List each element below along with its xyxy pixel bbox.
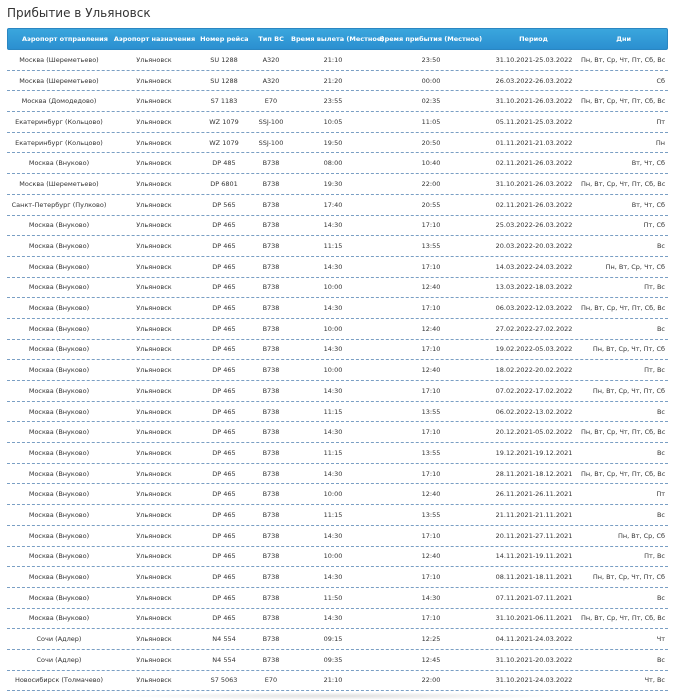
cell-destination-airport: Ульяновск [136, 552, 172, 561]
cell-arrival-time: 12:25 [421, 635, 441, 644]
cell-flight-number: DP 465 [212, 242, 236, 251]
cell-flight-number: SU 1288 [210, 76, 238, 85]
cell-flight-number: DP 6801 [210, 179, 238, 188]
cell-days: Вс [656, 655, 665, 664]
cell-flight-number: DP 465 [212, 448, 236, 457]
cell-arrival-time: 20:50 [421, 138, 441, 147]
cell-days: Пт [656, 490, 665, 499]
cell-departure-airport: Москва (Внуково) [28, 221, 90, 230]
cell-days: Пт, Вс [644, 283, 665, 292]
cell-flight-number: DP 465 [212, 386, 236, 395]
cell-flight-number: WZ 1079 [209, 138, 239, 147]
cell-departure-time: 11:50 [323, 593, 343, 602]
table-row [7, 650, 668, 671]
cell-days: Пн [655, 138, 665, 147]
cell-departure-time: 19:30 [323, 179, 343, 188]
cell-departure-airport: Москва (Внуково) [28, 531, 90, 540]
cell-flight-number: WZ 1079 [209, 117, 239, 126]
cell-departure-airport: Москва (Внуково) [28, 345, 90, 354]
cell-aircraft-type: B738 [262, 448, 280, 457]
cell-period: 31.10.2021-24.03.2022 [495, 676, 573, 685]
table-row [7, 133, 668, 154]
cell-aircraft-type: B738 [262, 386, 280, 395]
table-row [7, 464, 668, 485]
cell-destination-airport: Ульяновск [136, 407, 172, 416]
cell-destination-airport: Ульяновск [136, 510, 172, 519]
cell-period: 20.11.2021-27.11.2021 [495, 531, 573, 540]
cell-arrival-time: 13:55 [421, 510, 441, 519]
cell-departure-time: 10:00 [323, 490, 343, 499]
cell-departure-time: 23:55 [323, 97, 343, 106]
cell-departure-airport: Москва (Внуково) [28, 593, 90, 602]
cell-flight-number: DP 465 [212, 428, 236, 437]
cell-aircraft-type: B738 [262, 324, 280, 333]
table-row [7, 588, 668, 609]
cell-departure-time: 14:30 [323, 262, 343, 271]
cell-departure-time: 19:50 [323, 138, 343, 147]
cell-days: Пн, Вт, Ср, Чт, Пт, Сб, Вс [581, 55, 666, 64]
cell-days: Пн, Вт, Ср, Чт, Пт, Сб, Вс [581, 469, 666, 478]
cell-destination-airport: Ульяновск [136, 676, 172, 685]
cell-days: Вс [656, 324, 665, 333]
cell-period: 07.11.2021-07.11.2021 [495, 593, 573, 602]
cell-aircraft-type: B738 [262, 366, 280, 375]
cell-period: 06.02.2022-13.02.2022 [495, 407, 573, 416]
cell-flight-number: DP 465 [212, 407, 236, 416]
cell-flight-number: DP 465 [212, 573, 236, 582]
cell-arrival-time: 12:40 [421, 366, 441, 375]
cell-period: 21.11.2021-21.11.2021 [495, 510, 573, 519]
cell-days: Чт, Вс [644, 676, 665, 685]
cell-destination-airport: Ульяновск [136, 242, 172, 251]
cell-flight-number: DP 465 [212, 345, 236, 354]
cell-flight-number: DP 465 [212, 262, 236, 271]
cell-arrival-time: 17:10 [421, 386, 441, 395]
cell-aircraft-type: B738 [262, 490, 280, 499]
cell-departure-airport: Сочи (Адлер) [36, 635, 82, 644]
table-row [7, 443, 668, 464]
cell-departure-airport: Москва (Внуково) [28, 242, 90, 251]
cell-aircraft-type: SSJ-100 [258, 117, 284, 126]
cell-days: Пт, Вс [644, 552, 665, 561]
cell-departure-time: 11:15 [323, 510, 343, 519]
cell-period: 06.03.2022-12.03.2022 [495, 304, 573, 313]
cell-destination-airport: Ульяновск [136, 345, 172, 354]
cell-arrival-time: 17:10 [421, 304, 441, 313]
cell-destination-airport: Ульяновск [136, 200, 172, 209]
cell-arrival-time: 17:10 [421, 573, 441, 582]
cell-flight-number: DP 465 [212, 304, 236, 313]
cell-aircraft-type: B738 [262, 262, 280, 271]
cell-arrival-time: 12:40 [421, 324, 441, 333]
cell-departure-time: 09:15 [323, 635, 343, 644]
cell-departure-airport: Москва (Внуково) [28, 386, 90, 395]
cell-departure-airport: Москва (Домодедово) [21, 97, 97, 106]
cell-destination-airport: Ульяновск [136, 55, 172, 64]
table-row [7, 112, 668, 133]
table-row [7, 153, 668, 174]
cell-aircraft-type: B738 [262, 469, 280, 478]
cell-departure-time: 14:30 [323, 304, 343, 313]
cell-days: Пт, Вс [644, 366, 665, 375]
cell-period: 31.10.2021-26.03.2022 [495, 97, 573, 106]
cell-destination-airport: Ульяновск [136, 614, 172, 623]
cell-departure-airport: Москва (Внуково) [28, 262, 90, 271]
cell-arrival-time: 22:00 [421, 179, 441, 188]
cell-arrival-time: 00:00 [421, 76, 441, 85]
cell-arrival-time: 11:05 [421, 117, 441, 126]
cell-period: 31.10.2021-06.11.2021 [495, 614, 573, 623]
header-period[interactable]: Период [519, 35, 548, 43]
cell-period: 20.12.2021-05.02.2022 [495, 428, 573, 437]
cell-departure-airport: Москва (Внуково) [28, 490, 90, 499]
cell-flight-number: DP 465 [212, 221, 236, 230]
cell-period: 05.11.2021-25.03.2022 [495, 117, 573, 126]
cell-departure-time: 10:00 [323, 366, 343, 375]
cell-aircraft-type: B738 [262, 593, 280, 602]
cell-period: 02.11.2021-26.03.2022 [495, 159, 573, 168]
cell-aircraft-type: B738 [262, 345, 280, 354]
cell-destination-airport: Ульяновск [136, 221, 172, 230]
cell-period: 07.02.2022-17.02.2022 [495, 386, 573, 395]
cell-period: 08.11.2021-18.11.2021 [495, 573, 573, 582]
cell-period: 19.02.2022-05.03.2022 [495, 345, 573, 354]
cell-period: 26.03.2022-26.03.2022 [495, 76, 573, 85]
cell-destination-airport: Ульяновск [136, 159, 172, 168]
cell-departure-airport: Москва (Шереметьево) [19, 76, 99, 85]
cell-departure-airport: Сочи (Адлер) [36, 655, 82, 664]
table-row [7, 319, 668, 340]
cell-departure-airport: Москва (Внуково) [28, 324, 90, 333]
cell-departure-time: 14:30 [323, 614, 343, 623]
cell-flight-number: DP 485 [212, 159, 236, 168]
table-header [7, 28, 668, 50]
cell-departure-time: 14:30 [323, 428, 343, 437]
cell-arrival-time: 17:10 [421, 262, 441, 271]
cell-departure-airport: Москва (Внуково) [28, 366, 90, 375]
cell-period: 31.10.2021-20.03.2022 [495, 655, 573, 664]
cell-arrival-time: 10:40 [421, 159, 441, 168]
cell-period: 14.11.2021-19.11.2021 [495, 552, 573, 561]
cell-days: Пн, Вт, Ср, Чт, Пт, Сб, Вс [581, 428, 666, 437]
cell-period: 25.03.2022-26.03.2022 [495, 221, 573, 230]
cell-days: Вс [656, 242, 665, 251]
cell-days: Вт, Чт, Сб [631, 200, 665, 209]
cell-destination-airport: Ульяновск [136, 428, 172, 437]
cell-departure-airport: Екатеринбург (Кольцово) [15, 138, 103, 147]
cell-flight-number: DP 465 [212, 469, 236, 478]
cell-departure-airport: Москва (Внуково) [28, 469, 90, 478]
cell-arrival-time: 12:40 [421, 490, 441, 499]
cell-departure-airport: Москва (Внуково) [28, 428, 90, 437]
cell-arrival-time: 02:35 [421, 97, 441, 106]
cell-days: Пн, Вт, Ср, Чт, Пт, Сб, Вс [581, 614, 666, 623]
cell-flight-number: DP 465 [212, 490, 236, 499]
table-row [7, 340, 668, 361]
header-flight-number[interactable]: Номер рейса [200, 35, 249, 43]
cell-arrival-time: 17:10 [421, 531, 441, 540]
cell-flight-number: S7 5063 [210, 676, 238, 685]
cell-destination-airport: Ульяновск [136, 366, 172, 375]
cell-days: Пн, Вт, Ср, Чт, Пт, Сб, Вс [581, 97, 666, 106]
cell-arrival-time: 13:55 [421, 242, 441, 251]
header-departure-airport[interactable]: Аэропорт отправления [22, 35, 108, 43]
table-row [7, 257, 668, 278]
cell-days: Чт [656, 635, 665, 644]
table-row [7, 216, 668, 237]
table-row [7, 360, 668, 381]
cell-flight-number: DP 465 [212, 531, 236, 540]
cell-flight-number: DP 465 [212, 324, 236, 333]
cell-aircraft-type: B738 [262, 283, 280, 292]
cell-aircraft-type: B738 [262, 179, 280, 188]
cell-destination-airport: Ульяновск [136, 324, 172, 333]
cell-days: Сб [656, 76, 665, 85]
cell-departure-time: 14:30 [323, 221, 343, 230]
table-row [7, 278, 668, 299]
cell-aircraft-type: B738 [262, 531, 280, 540]
cell-aircraft-type: B738 [262, 407, 280, 416]
cell-departure-airport: Москва (Шереметьево) [19, 179, 99, 188]
cell-departure-airport: Санкт-Петербург (Пулково) [11, 200, 107, 209]
table-row [7, 526, 668, 547]
cell-aircraft-type: B738 [262, 304, 280, 313]
cell-departure-airport: Москва (Внуково) [28, 573, 90, 582]
cell-days: Пн, Вт, Ср, Чт, Сб [605, 262, 665, 271]
cell-days: Пт [656, 117, 665, 126]
cell-period: 19.12.2021-19.12.2021 [495, 448, 573, 457]
cell-aircraft-type: SSJ-100 [258, 138, 284, 147]
cell-aircraft-type: E70 [264, 676, 278, 685]
cell-period: 26.11.2021-26.11.2021 [495, 490, 573, 499]
cell-destination-airport: Ульяновск [136, 573, 172, 582]
cell-flight-number: N4 554 [212, 635, 236, 644]
cell-period: 14.03.2022-24.03.2022 [495, 262, 573, 271]
table-row [7, 174, 668, 195]
header-arrival-time[interactable]: Время прибытия (Местное) [379, 35, 483, 43]
cell-arrival-time: 17:10 [421, 428, 441, 437]
cell-aircraft-type: B738 [262, 552, 280, 561]
cell-flight-number: SU 1288 [210, 55, 238, 64]
cell-destination-airport: Ульяновск [136, 179, 172, 188]
cell-flight-number: DP 465 [212, 510, 236, 519]
cell-departure-time: 10:05 [323, 117, 343, 126]
cell-departure-time: 11:15 [323, 407, 343, 416]
table-row [7, 547, 668, 568]
cell-period: 01.11.2021-21.03.2022 [495, 138, 573, 147]
cell-period: 04.11.2021-24.03.2022 [495, 635, 573, 644]
cell-departure-airport: Москва (Внуково) [28, 283, 90, 292]
table-body [7, 50, 668, 691]
cell-days: Пн, Вт, Ср, Сб [618, 531, 665, 540]
header-destination-airport[interactable]: Аэропорт назначения [113, 35, 196, 43]
cell-departure-airport: Москва (Внуково) [28, 614, 90, 623]
cell-days: Вс [656, 448, 665, 457]
cell-arrival-time: 12:40 [421, 552, 441, 561]
cell-departure-time: 08:00 [323, 159, 343, 168]
cell-departure-time: 21:10 [323, 55, 343, 64]
cell-days: Пн, Вт, Ср, Чт, Пт, Сб [592, 345, 665, 354]
cell-arrival-time: 20:55 [421, 200, 441, 209]
table-row [7, 402, 668, 423]
cell-days: Пн, Вт, Ср, Чт, Пт, Сб [592, 386, 665, 395]
cell-departure-time: 14:30 [323, 345, 343, 354]
cell-period: 20.03.2022-20.03.2022 [495, 242, 573, 251]
cell-aircraft-type: B738 [262, 510, 280, 519]
cell-days: Вс [656, 593, 665, 602]
cell-period: 28.11.2021-18.12.2021 [495, 469, 573, 478]
table-row [7, 298, 668, 319]
cell-flight-number: DP 465 [212, 614, 236, 623]
cell-departure-time: 10:00 [323, 324, 343, 333]
table-row [7, 91, 668, 112]
cell-arrival-time: 23:50 [421, 55, 441, 64]
cell-flight-number: S7 1183 [210, 97, 238, 106]
cell-departure-airport: Новосибирск (Толмачево) [14, 676, 104, 685]
cell-arrival-time: 12:45 [421, 655, 441, 664]
cell-days: Пт, Сб [643, 221, 665, 230]
cell-departure-time: 21:10 [323, 676, 343, 685]
cell-flight-number: DP 465 [212, 283, 236, 292]
cell-departure-airport: Москва (Внуково) [28, 407, 90, 416]
cell-destination-airport: Ульяновск [136, 117, 172, 126]
cell-destination-airport: Ульяновск [136, 531, 172, 540]
cell-destination-airport: Ульяновск [136, 262, 172, 271]
table-row [7, 671, 668, 692]
table-row [7, 422, 668, 443]
cell-aircraft-type: B738 [262, 635, 280, 644]
cell-destination-airport: Ульяновск [136, 138, 172, 147]
cell-departure-time: 14:30 [323, 531, 343, 540]
cell-destination-airport: Ульяновск [136, 304, 172, 313]
cell-arrival-time: 17:10 [421, 221, 441, 230]
cell-departure-time: 10:00 [323, 283, 343, 292]
cell-destination-airport: Ульяновск [136, 283, 172, 292]
table-row [7, 567, 668, 588]
table-row [7, 195, 668, 216]
header-departure-time[interactable]: Время вылета (Местное) [291, 35, 385, 43]
cell-destination-airport: Ульяновск [136, 386, 172, 395]
cell-departure-airport: Москва (Внуково) [28, 510, 90, 519]
cell-destination-airport: Ульяновск [136, 448, 172, 457]
cell-departure-airport: Москва (Внуково) [28, 552, 90, 561]
cell-days: Вт, Чт, Сб [631, 159, 665, 168]
cell-aircraft-type: B738 [262, 655, 280, 664]
cell-arrival-time: 17:10 [421, 469, 441, 478]
cell-period: 18.02.2022-20.02.2022 [495, 366, 573, 375]
cell-aircraft-type: B738 [262, 573, 280, 582]
cell-arrival-time: 13:55 [421, 448, 441, 457]
cell-departure-time: 14:30 [323, 573, 343, 582]
header-days[interactable]: Дни [616, 35, 632, 43]
cell-departure-time: 11:15 [323, 242, 343, 251]
cell-days: Пн, Вт, Ср, Чт, Пт, Сб, Вс [581, 179, 666, 188]
cell-destination-airport: Ульяновск [136, 76, 172, 85]
cell-aircraft-type: B738 [262, 428, 280, 437]
cell-arrival-time: 13:55 [421, 407, 441, 416]
cell-aircraft-type: B738 [262, 159, 280, 168]
cell-days: Вс [656, 407, 665, 416]
cell-destination-airport: Ульяновск [136, 97, 172, 106]
cell-departure-time: 14:30 [323, 386, 343, 395]
cell-period: 27.02.2022-27.02.2022 [495, 324, 573, 333]
table-row [7, 50, 668, 71]
table-row [7, 505, 668, 526]
cell-period: 31.10.2021-26.03.2022 [495, 179, 573, 188]
cell-arrival-time: 12:40 [421, 283, 441, 292]
cell-flight-number: DP 565 [212, 200, 236, 209]
cell-aircraft-type: B738 [262, 221, 280, 230]
cell-departure-time: 14:30 [323, 469, 343, 478]
cell-period: 31.10.2021-25.03.2022 [495, 55, 573, 64]
cell-aircraft-type: A320 [262, 76, 280, 85]
cell-flight-number: DP 465 [212, 552, 236, 561]
cell-departure-time: 10:00 [323, 552, 343, 561]
cell-arrival-time: 22:00 [421, 676, 441, 685]
cell-arrival-time: 14:30 [421, 593, 441, 602]
cell-departure-airport: Москва (Шереметьево) [19, 55, 99, 64]
cell-destination-airport: Ульяновск [136, 490, 172, 499]
cell-departure-time: 21:20 [323, 76, 343, 85]
cell-flight-number: N4 554 [212, 655, 236, 664]
cell-destination-airport: Ульяновск [136, 469, 172, 478]
table-row [7, 484, 668, 505]
cell-flight-number: DP 465 [212, 593, 236, 602]
cell-destination-airport: Ульяновск [136, 593, 172, 602]
header-aircraft-type[interactable]: Тип ВС [258, 35, 284, 43]
cell-destination-airport: Ульяновск [136, 635, 172, 644]
cell-aircraft-type: A320 [262, 55, 280, 64]
cell-days: Пн, Вт, Ср, Чт, Пт, Сб, Вс [581, 304, 666, 313]
cell-arrival-time: 17:10 [421, 614, 441, 623]
cell-period: 02.11.2021-26.03.2022 [495, 200, 573, 209]
cell-departure-time: 09:35 [323, 655, 343, 664]
cell-period: 13.03.2022-18.03.2022 [495, 283, 573, 292]
page-title: Прибытие в Ульяновск [7, 6, 151, 20]
cell-aircraft-type: B738 [262, 200, 280, 209]
page-bottom-shadow [120, 692, 560, 700]
cell-departure-airport: Москва (Внуково) [28, 159, 90, 168]
table-row [7, 629, 668, 650]
cell-days: Вс [656, 510, 665, 519]
cell-days: Пн, Вт, Ср, Чт, Пт, Сб [592, 573, 665, 582]
cell-aircraft-type: E70 [264, 97, 278, 106]
table-row [7, 609, 668, 630]
cell-flight-number: DP 465 [212, 366, 236, 375]
table-row [7, 381, 668, 402]
cell-departure-airport: Москва (Внуково) [28, 448, 90, 457]
table-row [7, 71, 668, 92]
cell-arrival-time: 17:10 [421, 345, 441, 354]
arrivals-table [7, 28, 668, 691]
cell-departure-time: 11:15 [323, 448, 343, 457]
cell-departure-time: 17:40 [323, 200, 343, 209]
cell-departure-airport: Москва (Внуково) [28, 304, 90, 313]
cell-destination-airport: Ульяновск [136, 655, 172, 664]
table-row [7, 236, 668, 257]
cell-aircraft-type: B738 [262, 614, 280, 623]
cell-aircraft-type: B738 [262, 242, 280, 251]
cell-departure-airport: Екатеринбург (Кольцово) [15, 117, 103, 126]
